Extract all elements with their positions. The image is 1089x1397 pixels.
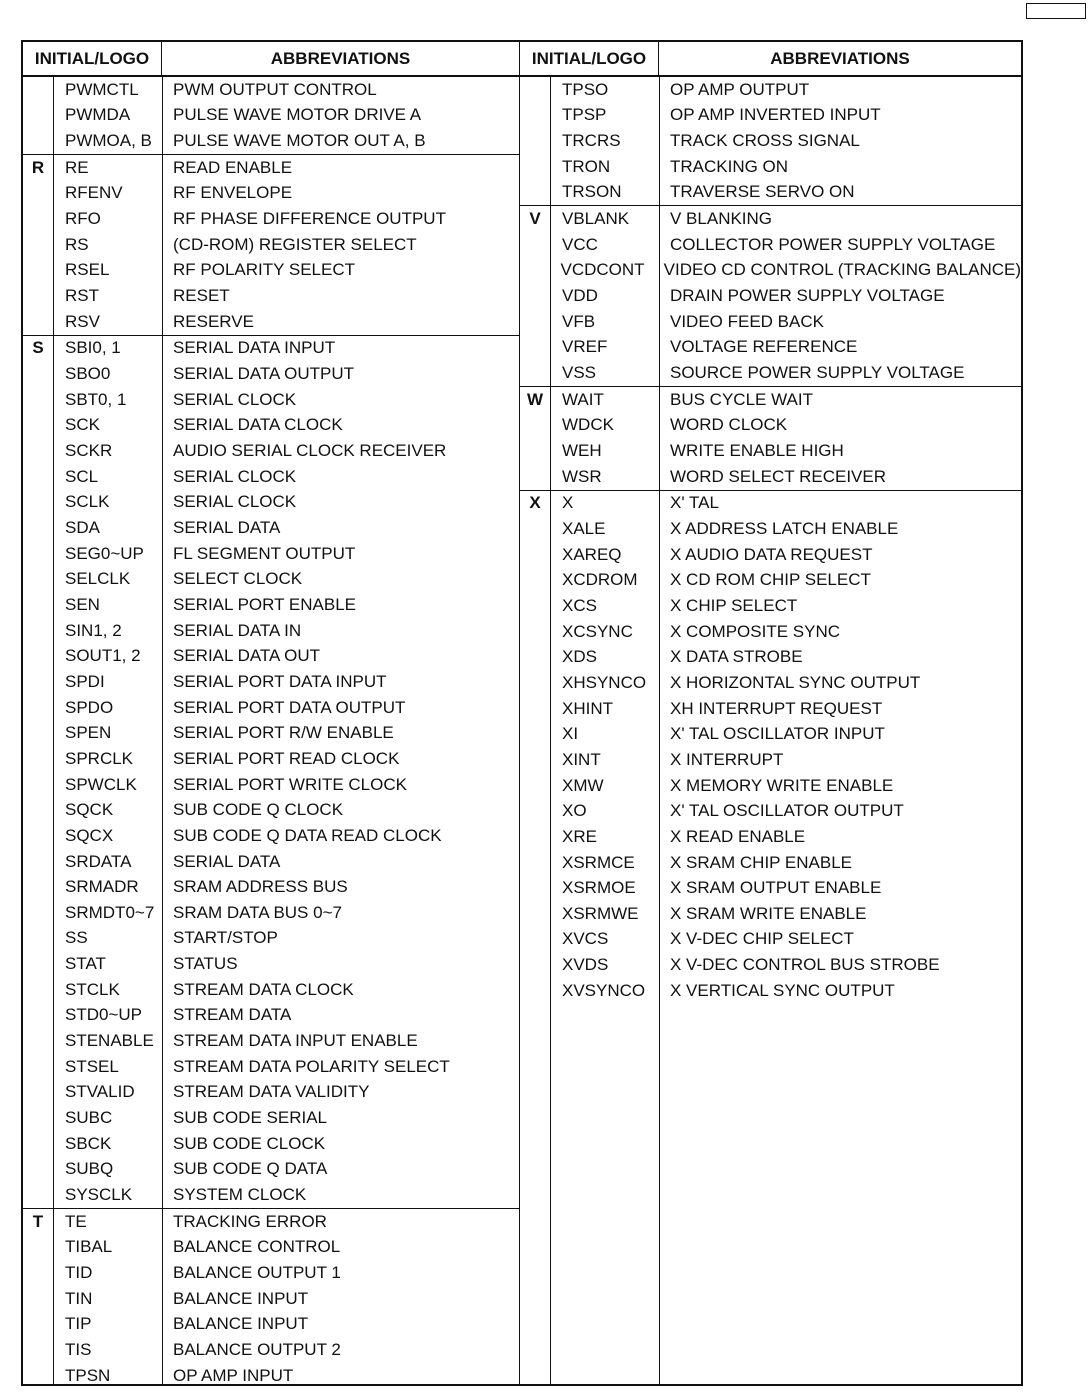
abbreviation-code: TPSP [562,105,607,125]
header-initial-logo: INITIAL/LOGO [23,42,162,75]
abbreviation-code: XAREQ [562,544,622,564]
abbreviation-code: TIBAL [65,1237,113,1257]
abbreviation-meaning: SERIAL PORT R/W ENABLE [173,723,394,743]
abbreviation-code: XI [562,724,579,744]
table-row [23,1363,519,1389]
abbreviation-code: SCL [65,466,99,486]
initial-letter: R [31,157,45,177]
abbreviation-meaning: COLLECTOR POWER SUPPLY VOLTAGE [670,234,996,254]
abbreviation-meaning: VOLTAGE REFERENCE [670,337,858,357]
table-row [23,413,519,439]
abbreviation-meaning: SERIAL PORT READ CLOCK [173,748,400,768]
table-row [23,1286,519,1312]
abbreviation-code: RSEL [65,260,110,280]
abbreviation-meaning: RF POLARITY SELECT [173,260,356,280]
table-row [23,566,519,592]
abbreviation-meaning: PULSE WAVE MOTOR OUT A, B [173,131,426,151]
abbreviation-code: XHSYNCO [562,672,647,692]
table-row [23,103,519,129]
table-row [23,695,519,721]
table-row [23,1182,519,1208]
abbreviation-meaning: STATUS [173,954,238,974]
abbreviation-meaning: STREAM DATA INPUT ENABLE [173,1031,418,1051]
abbreviation-meaning: SERIAL CLOCK [173,389,297,409]
abbreviation-meaning: OP AMP INVERTED INPUT [670,105,881,125]
abbreviation-meaning: X V-DEC CONTROL BUS STROBE [670,955,940,975]
abbreviation-code: TIS [65,1339,92,1359]
table-row [520,542,1021,568]
table-row [23,1157,519,1183]
abbreviation-code: XVSYNCO [562,980,646,1000]
abbreviation-meaning: SERIAL DATA CLOCK [173,415,343,435]
table-row [520,491,1021,517]
abbreviation-code: STD0~UP [65,1005,142,1025]
abbreviation-code: TIP [65,1314,92,1334]
abbreviation-meaning: STREAM DATA [173,1005,292,1025]
abbreviation-meaning: SYSTEM CLOCK [173,1185,307,1205]
table-row [23,155,519,181]
table-row [23,1105,519,1131]
table-row [23,1003,519,1029]
table-row [520,619,1021,645]
table-row [520,335,1021,361]
table-row [23,1209,519,1235]
abbreviation-code: RFO [65,209,101,229]
abbreviation-code: SCK [65,415,100,435]
initial-letter: T [32,1211,44,1231]
table-row [520,360,1021,386]
table-row [23,77,519,103]
initial-letter: V [529,209,541,229]
page-number-box [1026,3,1086,19]
abbreviation-code: STCLK [65,979,120,999]
table-header [23,42,519,77]
header-abbreviations: ABBREVIATIONS [770,48,910,68]
abbreviation-code: SDA [65,517,100,537]
table-row [520,696,1021,722]
letter-group [520,386,1021,490]
abbreviation-code: SQCX [65,825,114,845]
abbreviation-code: XVDS [562,955,609,975]
table-row [23,464,519,490]
abbreviation-meaning: SRAM DATA BUS 0~7 [173,902,342,922]
abbreviation-meaning: (CD-ROM) REGISTER SELECT [173,234,417,254]
table-row [23,387,519,413]
abbreviation-code: XO [562,801,587,821]
header-abbreviations: ABBREVIATIONS [270,48,411,68]
abbreviation-meaning: X VERTICAL SYNC OUTPUT [670,980,895,1000]
abbreviation-meaning: SELECT CLOCK [173,569,303,589]
table-row [520,387,1021,413]
abbreviation-code: RE [65,157,89,177]
abbreviation-code: SPDI [65,671,105,691]
abbreviation-meaning: X SRAM WRITE ENABLE [670,903,867,923]
abbreviation-meaning: X AUDIO DATA REQUEST [670,544,873,564]
abbreviation-meaning: SERIAL DATA INPUT [173,338,336,358]
abbreviation-meaning: FL SEGMENT OUTPUT [173,543,356,563]
header-initial-logo: INITIAL/LOGO [520,42,659,75]
table-row [23,720,519,746]
abbreviation-code: VCDCONT [560,260,645,280]
abbreviation-meaning: RF PHASE DIFFERENCE OUTPUT [173,209,446,229]
abbreviation-meaning: X DATA STROBE [670,647,803,667]
table-row [520,747,1021,773]
table-row [520,567,1021,593]
abbreviation-code: SCKR [65,441,113,461]
abbreviation-code: VREF [562,337,608,357]
abbreviation-code: X [562,493,574,513]
abbreviation-meaning: WRITE ENABLE HIGH [670,441,844,461]
table-row [23,1131,519,1157]
abbreviation-meaning: X' TAL OSCILLATOR OUTPUT [670,801,904,821]
table-row [23,490,519,516]
table-row [520,283,1021,309]
table-row [520,309,1021,335]
table-row [520,438,1021,464]
table-row [520,206,1021,232]
abbreviation-meaning: X V-DEC CHIP SELECT [670,929,854,949]
abbreviation-meaning: X COMPOSITE SYNC [670,621,841,641]
abbreviation-meaning: TRACKING ON [670,156,789,176]
abbreviation-code: SRDATA [65,851,132,871]
table-row [23,232,519,258]
abbreviation-code: SS [65,928,88,948]
abbreviation-code: PWMDA [65,105,131,125]
abbreviation-code: VDD [562,286,598,306]
table-row [23,849,519,875]
abbreviation-meaning: AUDIO SERIAL CLOCK RECEIVER [173,441,447,461]
abbreviation-meaning: V BLANKING [670,209,773,229]
abbreviation-code: RS [65,234,89,254]
table-row [23,926,519,952]
abbreviation-meaning: SUB CODE CLOCK [173,1133,326,1153]
left-body [23,77,519,1386]
table-row [520,258,1021,284]
table-row [520,232,1021,258]
abbreviation-meaning: SERIAL PORT WRITE CLOCK [173,774,407,794]
abbreviation-meaning: START/STOP [173,928,278,948]
abbreviation-meaning: SUB CODE Q DATA READ CLOCK [173,825,442,845]
abbreviation-meaning: BALANCE OUTPUT 1 [173,1263,341,1283]
abbreviation-meaning: SERIAL DATA IN [173,620,302,640]
abbreviation-meaning: SERIAL DATA OUT [173,646,321,666]
abbreviation-meaning: BALANCE OUTPUT 2 [173,1339,341,1359]
abbreviation-code: SRMADR [65,877,139,897]
table-row [23,823,519,849]
abbreviation-code: XINT [562,749,601,769]
table-row [520,516,1021,542]
abbreviation-meaning: BUS CYCLE WAIT [670,389,813,409]
abbreviation-code: VBLANK [562,209,630,229]
table-row [23,643,519,669]
table-row [23,181,519,207]
table-row [520,413,1021,439]
abbreviation-meaning: BALANCE CONTROL [173,1237,341,1257]
table-row [23,1260,519,1286]
abbreviation-meaning: X' TAL [670,493,719,513]
abbreviation-code: TID [65,1263,93,1283]
table-row [23,772,519,798]
abbreviation-meaning: X SRAM CHIP ENABLE [670,852,853,872]
abbreviation-meaning: RESERVE [173,311,254,331]
table-row [23,618,519,644]
abbreviation-code: VFB [562,311,596,331]
abbreviation-code: XHINT [562,698,613,718]
table-row [23,541,519,567]
abbreviation-meaning: WORD SELECT RECEIVER [670,466,887,486]
table-row [23,977,519,1003]
table-row [23,283,519,309]
abbreviation-code: XRE [562,826,597,846]
initial-letter: X [529,493,541,513]
abbreviation-meaning: SERIAL DATA [173,517,281,537]
abbreviation-meaning: TRACKING ERROR [173,1211,327,1231]
table-row [520,154,1021,180]
abbreviation-code: VSS [562,363,597,383]
table-row [23,951,519,977]
abbreviation-code: WAIT [562,389,604,409]
abbreviation-meaning: SERIAL PORT ENABLE [173,594,356,614]
abbreviation-code: SIN1, 2 [65,620,122,640]
table-row [23,128,519,154]
table-row [23,515,519,541]
abbreviation-code: SOUT1, 2 [65,646,141,666]
abbreviation-code: XSRMOE [562,878,636,898]
letter-group [23,1208,519,1389]
abbreviation-meaning: SUB CODE Q CLOCK [173,800,344,820]
abbreviation-code: SCLK [65,492,110,512]
abbreviation-code: SQCK [65,800,114,820]
table-row [23,1080,519,1106]
table-row [23,309,519,335]
table-row [23,746,519,772]
table-row [23,361,519,387]
abbreviation-meaning: RF ENVELOPE [173,183,293,203]
abbreviation-code: WDCK [562,415,614,435]
abbreviation-meaning: PULSE WAVE MOTOR DRIVE A [173,105,422,125]
abbreviation-code: WSR [562,466,602,486]
table-row [520,798,1021,824]
abbreviation-code: WEH [562,441,602,461]
abbreviation-meaning: SERIAL PORT DATA INPUT [173,671,387,691]
abbreviation-code: SPEN [65,723,112,743]
table-row [23,1312,519,1338]
left-half [23,42,520,1384]
abbreviation-code: XMW [562,775,604,795]
abbreviation-meaning: SRAM ADDRESS BUS [173,877,348,897]
table-row [23,1054,519,1080]
abbreviation-code: SELCLK [65,569,131,589]
right-half [520,42,1021,1384]
abbreviation-code: TRON [562,156,611,176]
abbreviation-code: XCS [562,595,597,615]
letter-group [23,335,519,1208]
abbreviation-code: SRMDT0~7 [65,902,155,922]
abbreviation-meaning: X CHIP SELECT [670,595,798,615]
letter-group [23,77,519,154]
abbreviation-code: SUBQ [65,1159,114,1179]
abbreviation-code: STSEL [65,1056,119,1076]
abbreviation-meaning: WORD CLOCK [670,415,788,435]
abbreviation-code: XVCS [562,929,609,949]
table-row [520,978,1021,1004]
abbreviation-meaning: VIDEO FEED BACK [670,311,824,331]
abbreviation-meaning: X' TAL OSCILLATOR INPUT [670,724,885,744]
table-row [520,901,1021,927]
abbreviation-meaning: BALANCE INPUT [173,1288,309,1308]
abbreviation-meaning: X ADDRESS LATCH ENABLE [670,518,899,538]
abbreviation-code: XDS [562,647,597,667]
abbreviation-code: SBO0 [65,364,111,384]
abbreviation-meaning: X MEMORY WRITE ENABLE [670,775,894,795]
abbreviation-code: RSV [65,311,100,331]
table-row [520,128,1021,154]
table-row [520,180,1021,206]
initial-letter: S [32,338,44,358]
abbreviation-meaning: XH INTERRUPT REQUEST [670,698,883,718]
abbreviation-meaning: RESET [173,286,230,306]
abbreviation-code: SPWCLK [65,774,137,794]
abbreviation-meaning: READ ENABLE [173,157,293,177]
table-row [23,206,519,232]
abbreviation-meaning: X INTERRUPT [670,749,784,769]
letter-group [520,205,1021,386]
table-row [520,464,1021,490]
abbreviation-meaning: BALANCE INPUT [173,1314,309,1334]
abbreviation-meaning: SERIAL DATA [173,851,281,871]
table-row [520,952,1021,978]
abbreviation-code: SYSCLK [65,1185,133,1205]
table-row [23,669,519,695]
abbreviation-meaning: X SRAM OUTPUT ENABLE [670,878,882,898]
abbreviation-meaning: SERIAL CLOCK [173,492,297,512]
abbreviation-meaning: VIDEO CD CONTROL (TRACKING BALANCE) [663,260,1021,280]
abbreviation-code: SEG0~UP [65,543,144,563]
table-row [520,670,1021,696]
abbreviation-code: STENABLE [65,1031,154,1051]
abbreviation-meaning: SUB CODE SERIAL [173,1108,327,1128]
table-row [520,103,1021,129]
abbreviation-meaning: X HORIZONTAL SYNC OUTPUT [670,672,921,692]
table-row [520,721,1021,747]
abbreviation-meaning: DRAIN POWER SUPPLY VOLTAGE [670,286,945,306]
right-body [520,77,1021,1386]
abbreviation-code: TPSN [65,1365,111,1385]
table-row [23,336,519,362]
abbreviation-code: TE [65,1211,87,1231]
abbreviation-code: SEN [65,594,100,614]
abbreviation-code: XSRMCE [562,852,635,872]
abbreviation-meaning: STREAM DATA CLOCK [173,979,354,999]
abbreviation-meaning: STREAM DATA VALIDITY [173,1082,370,1102]
abbreviation-code: RST [65,286,99,306]
abbreviation-meaning: SERIAL PORT DATA OUTPUT [173,697,406,717]
abbreviation-code: XALE [562,518,606,538]
abbreviation-meaning: SERIAL DATA OUTPUT [173,364,355,384]
abbreviation-code: SBCK [65,1133,112,1153]
abbreviation-meaning: SUB CODE Q DATA [173,1159,328,1179]
table-row [520,77,1021,103]
table-row [23,438,519,464]
table-row [23,797,519,823]
abbreviation-code: RFENV [65,183,123,203]
abbreviation-code: PWMOA, B [65,131,152,151]
table-row [520,850,1021,876]
table-header [520,42,1021,77]
abbreviation-code: TPSO [562,79,609,99]
table-row [23,1028,519,1054]
table-row [23,1337,519,1363]
abbreviation-meaning: STREAM DATA POLARITY SELECT [173,1056,450,1076]
abbreviation-code: STVALID [65,1082,135,1102]
abbreviation-meaning: X READ ENABLE [670,826,806,846]
table-row [23,592,519,618]
abbreviation-meaning: SOURCE POWER SUPPLY VOLTAGE [670,363,965,383]
abbreviation-code: STAT [65,954,106,974]
table-row [23,900,519,926]
letter-group [23,154,519,335]
table-row [520,773,1021,799]
abbreviation-code: XCSYNC [562,621,633,641]
letter-group [520,490,1021,1004]
abbreviation-code: VCC [562,234,598,254]
abbreviation-code: SPRCLK [65,748,134,768]
table-row [520,644,1021,670]
abbreviation-code: SBI0, 1 [65,338,121,358]
abbreviation-code: XSRMWE [562,903,639,923]
abbreviation-meaning: OP AMP INPUT [173,1365,294,1385]
abbreviation-code: SUBC [65,1108,113,1128]
abbreviation-code: TIN [65,1288,93,1308]
abbreviation-meaning: PWM OUTPUT CONTROL [173,79,377,99]
abbreviation-code: XCDROM [562,570,638,590]
table-row [23,258,519,284]
abbreviation-meaning: OP AMP OUTPUT [670,79,810,99]
abbreviation-code: SBT0, 1 [65,389,127,409]
abbreviation-code: TRSON [562,182,622,202]
abbreviation-code: PWMCTL [65,79,139,99]
abbreviations-table [21,40,1023,1386]
abbreviation-code: TRCRS [562,131,621,151]
table-row [520,875,1021,901]
abbreviation-meaning: X CD ROM CHIP SELECT [670,570,871,590]
table-row [520,824,1021,850]
table-row [520,593,1021,619]
abbreviation-meaning: SERIAL CLOCK [173,466,297,486]
abbreviation-code: SPDO [65,697,114,717]
table-row [520,927,1021,953]
letter-group [520,77,1021,205]
abbreviation-meaning: TRACK CROSS SIGNAL [670,131,860,151]
initial-letter: W [526,389,544,409]
abbreviation-meaning: TRAVERSE SERVO ON [670,182,855,202]
table-row [23,874,519,900]
table-row [23,1235,519,1261]
